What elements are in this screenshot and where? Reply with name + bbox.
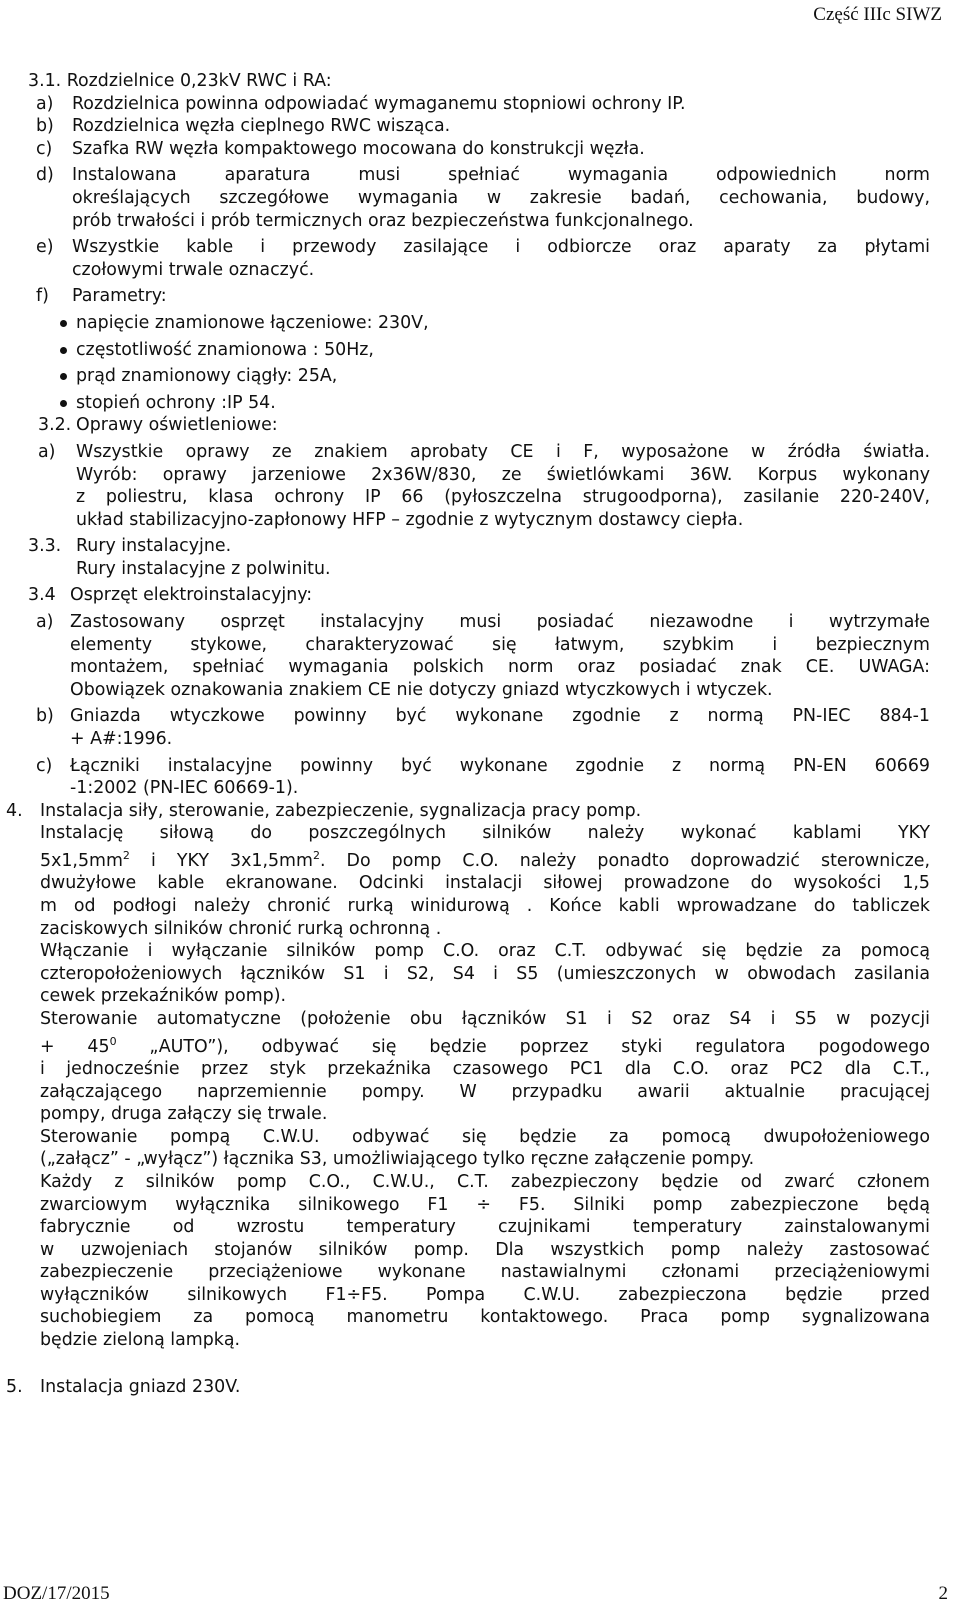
- item-3-1-f: f) Parametry:: [36, 286, 167, 307]
- page-header: Część IIIc SIWZ: [813, 4, 942, 25]
- bullet-icon: [60, 373, 67, 380]
- footer-page-number: 2: [938, 1583, 948, 1604]
- item-3-4-b: b) Gniazda wtyczkowe powinny być wykonane zgodnie z normą PN-IEC 884-1 + A#:1996.: [36, 706, 930, 750]
- section-3-4-title: 3.4 Osprzęt elektroinstalacyjny:: [28, 585, 313, 606]
- section-3-2-title: 3.2. Oprawy oświetleniowe:: [38, 415, 278, 436]
- item-3-1-b: b) Rozdzielnica węzła cieplnego RWC wisząca.: [36, 116, 451, 137]
- param-item: napięcie znamionowe łączeniowe: 230V,: [0, 312, 960, 335]
- section-3-3: 3.3. Rury instalacyjne. Rury instalacyjne z polwinitu.: [28, 536, 331, 579]
- item-3-1-c: c) Szafka RW węzła kompaktowego mocowana do konstrukcji węzła.: [36, 138, 645, 159]
- param-item: prąd znamionowy ciągły: 25A,: [0, 365, 960, 388]
- section-3-1-title: 3.1. Rozdzielnice 0,23kV RWC i RA:: [28, 71, 332, 91]
- item-3-4-c: c) Łączniki instalacyjne powinny być wykonane zgodnie z normą PN-EN 60669 -1:2002 (PN-IEC 60669-1).: [36, 755, 930, 799]
- section-5: 5. Instalacja gniazd 230V.: [6, 1376, 241, 1397]
- item-3-1-a: a) Rozdzielnica powinna odpowiadać wymaganemu stopniowi ochrony IP.: [36, 93, 686, 114]
- bullet-icon: [60, 347, 67, 354]
- item-3-2-a: a) Wszystkie oprawy ze znakiem aprobaty CE i F, wyposażone w źródła światła. Wyrób: oprawy jarzeniowe 2x36W/830, ze świetlówkami 36W. Korpus wykonany z poliestru, klasa ochrony IP 66 (pyłoszczelna strugoodporna), zasilanie 220-240V, układ stabilizacyjno-zapłonowy HFP – zgodnie z wytycznym dostawcy ciepła.: [38, 441, 930, 530]
- item-3-1-e: e) Wszystkie kable i przewody zasilające i odbiorcze oraz aparaty za płytami czołowymi trwale oznaczyć.: [36, 237, 930, 280]
- document-body: [0, 70, 960, 1398]
- bullet-icon: [60, 400, 67, 407]
- item-3-1-d: d) Instalowana aparatura musi spełniać wymagania odpowiednich norm określających szczegółowe wymagania w zakresie badań, cechowania, budowy, prób trwałości i prób termicznych oraz bezpieczeństwa funkcjonalnego.: [36, 165, 930, 231]
- param-item: częstotliwość znamionowa : 50Hz,: [0, 339, 960, 362]
- footer-doc-number: DOZ/17/2015: [3, 1583, 110, 1604]
- bullet-icon: [60, 320, 67, 327]
- section-4: 4. Instalacja siły, sterowanie, zabezpieczenie, sygnalizacja pracy pomp. Instalację siłową do poszczególnych silników należy wykonać kablami YKY $5x1,5mm^2$ i YKY $3x1,5mm^2$. Do pomp C.O. należy ponadto doprowadzić sterownicze, dwużyłowe kable ekranowane. Odcinki instalacji siłowej prowadzone do wysokości 1,5 m od podłogi należy chronić rurką winidurową . Końce kabli wprowadzane do tabliczek zaciskowych silników chronić rurką ochronną . Włączanie i wyłączanie silników pomp C.O. oraz C.T. odbywać się będzie za pomocą czteropołożeniowych łączników S1 i S2, S4 i S5 (umieszczonych w obwodach zasilania cewek przekaźników pomp). Sterowanie automatyczne (położenie obu łączników S1 i S2 oraz S4 i S5 w pozycji + $45^0$ „AUTO”), odbywać się będzie poprzez styki regulatora pogodowego i jednocześnie przez styk przekaźnika czasowego PC1 dla C.O. oraz PC2 dla C.T., załączającego naprzemiennie pompy. W przypadku awarii aktualnie pracującej pompy, druga załączy się trwale. Sterowanie pompą C.W.U. odbywać się będzie za pomocą dwupołożeniowego („załącz” - „wyłącz”) łącznika S3, umożliwiającego tylko ręczne załączenie pompy. Każdy z silników pomp C.O., C.W.U., C.T. zabezpieczony będzie od zwarć członem zwarciowym wyłącznika silnikowego F1 ÷ F5. Silniki pomp zabezpieczone będą fabrycznie od wzrostu temperatury czujnikami temperatury zainstalowanymi w uzwojeniach stojanów silników pomp. Dla wszystkich pomp należy zastosować zabezpieczenie przeciążeniowe wykonane nastawialnymi członami przeciążeniowymi wyłączników silnikowych F1÷F5. Pompa C.W.U. zabezpieczona będzie przed suchobiegiem za pomocą manometru kontaktowego. Praca pomp sygnalizowana będzie zieloną lampką.: [6, 800, 930, 1351]
- item-3-4-a: a) Zastosowany osprzęt instalacyjny musi posiadać niezawodne i wytrzymałe elementy stykowe, charakteryzować się łatwym, szybkim i bezpiecznym montażem, spełniać wymagania polskich norm oraz posiadać znak CE. UWAGA: Obowiązek oznakowania znakiem CE nie dotyczy gniazd wtyczkowych i wtyczek.: [36, 612, 930, 700]
- param-item: stopień ochrony :IP 54.: [0, 392, 960, 415]
